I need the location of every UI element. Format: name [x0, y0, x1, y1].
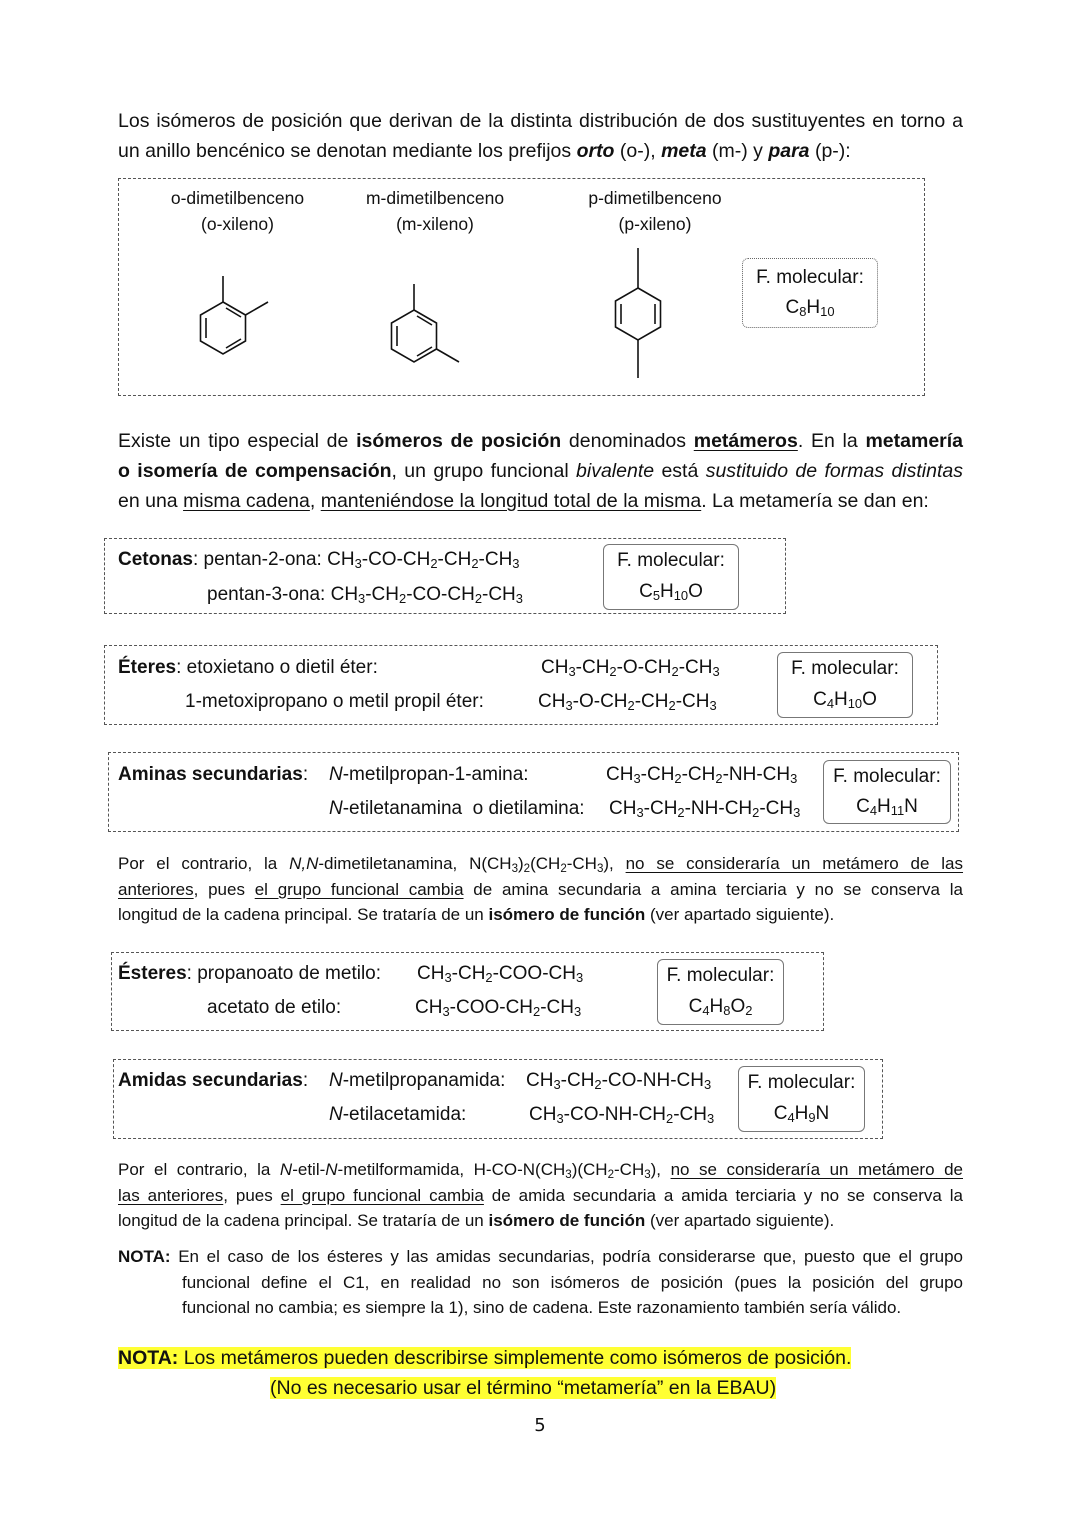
ortho-xylene-structure [201, 276, 269, 354]
eteres-row-2-name: 1-metoxipropano o metil propil éter: [185, 691, 484, 712]
nota-1: NOTA: En el caso de los ésteres y las amidas secundarias, podría considerarse que, puesto que el grupo funcional define el C1, en realidad no son isómeros de posición (pues la posición del grupo funcional no cambia; es siempre la 1), sino de cadena. Este razonamiento también sería válido. [118, 1247, 963, 1317]
amidas-title: Amidas secundarias: [118, 1070, 309, 1091]
eteres-molecular-formula-box: F. molecular: $C_4H_{10}O$ [777, 652, 913, 718]
cetonas-row-1: Cetonas: pentan-2-ona: $CH_3-CO-CH_2-CH_2-CH_3$ [118, 549, 520, 572]
amidas-row-1-formula: $CH_3-CH_2-CO-NH-CH_3$ [526, 1070, 712, 1093]
amidas-molecular-formula-box: F. molecular: $C_4H_9N$ [738, 1066, 865, 1132]
aminas-row-1-name: N-metilpropan-1-amina: [329, 764, 529, 785]
aminas-row-2-formula: $CH_3-CH_2-NH-CH_2-CH_3$ [609, 798, 801, 821]
eteres-row-1-formula: $CH_3-CH_2-O-CH_2-CH_3$ [541, 657, 720, 680]
meta-xylene-structure [392, 284, 460, 362]
intro-line-2: un anillo bencénico se denotan mediante los prefijos orto (o-), meta (m-) y para (p-): [118, 140, 851, 162]
eteres-row-2-formula: $CH_3-O-CH_2-CH_2-CH_3$ [538, 691, 717, 714]
intro-paragraph [118, 106, 963, 166]
aminas-note: Por el contrario, la N,N-dimetiletanamina, $N(CH_3)_2(CH_2-CH_3)$, no se consideraría un metámero de las anteriores, pues el grupo funcional cambia de amina secundaria a amina terciaria y no se conserva la longitud de la cadena principal. Se trataría de un isómero de función (ver apartado siguiente). [118, 854, 964, 924]
nota-2: NOTA: Los metámeros pueden describirse simplemente como isómeros de posición. (No es necesario usar el término “metamería” en la EBAU) [118, 1347, 852, 1399]
aminas-row-2-name: N-etiletanamina o dietilamina: [329, 798, 585, 819]
amidas-row-1-name: N-metilpropanamida: [329, 1070, 506, 1091]
metameros-paragraph: Existe un tipo especial de isómeros de posición denominados metámeros. En la metamería o isomería de compensación, un grupo funcional bivalente está sustituido de formas distintas en una misma cadena, manteniéndose la longitud total de la misma. La metamería se dan en: [118, 430, 964, 512]
page-number: 5 [534, 1415, 546, 1436]
para-xylene-structure [616, 248, 661, 378]
cetonas-row-2: pentan-3-ona: $CH_3-CH_2-CO-CH_2-CH_3$ [207, 584, 523, 607]
aminas-row-1-formula: $CH_3-CH_2-CH_2-NH-CH_3$ [606, 764, 798, 787]
esteres-row-2-name: acetato de etilo: [207, 997, 342, 1018]
aminas-molecular-formula-box: F. molecular: $C_4H_{11}N$ [823, 760, 951, 824]
xylene-label-meta: m-dimetilbenceno (m-xileno) [365, 188, 505, 234]
esteres-row-1-formula: $CH_3-CH_2-COO-CH_3$ [417, 963, 584, 986]
esteres-row-1-name: Ésteres: propanoato de metilo: [118, 963, 382, 984]
amidas-row-2-formula: $CH_3-CO-NH-CH_2-CH_3$ [529, 1104, 715, 1127]
xylene-formula: $C_8H_{10}$ [785, 297, 835, 320]
amidas-row-2-name: N-etilacetamida: [329, 1104, 467, 1125]
eteres-row-1-name: Éteres: etoxietano o dietil éter: [118, 657, 378, 678]
esteres-row-2-formula: $CH_3-COO-CH_2-CH_3$ [415, 997, 582, 1020]
aminas-title: Aminas secundarias: [118, 764, 309, 785]
intro-line-1: Los isómeros de posición que derivan de la distinta distribución de dos sustituyentes en torno a [118, 110, 963, 132]
xylene-molecular-formula-box: F. molecular: $C_8H_{10}$ [742, 258, 878, 328]
xylene-label-ortho: o-dimetilbenceno (o-xileno) [170, 188, 305, 234]
esteres-molecular-formula-box: F. molecular: $C_4H_8O_2$ [657, 959, 784, 1025]
cetonas-molecular-formula-box: F. molecular: $C_5H_{10}O$ [603, 544, 739, 610]
xylene-label-para: p-dimetilbenceno (p-xileno) [588, 188, 722, 234]
amidas-note: Por el contrario, la N-etil-N-metilformamida, $H-CO-N(CH_3)(CH_2-CH_3)$, no se consideraría un metámero de las anteriores, pues el grupo funcional cambia de amida secundaria a amida terciaria y no se conserva la longitud de la cadena principal. Se trataría de un isómero de función (ver apartado siguiente). [118, 1160, 963, 1230]
